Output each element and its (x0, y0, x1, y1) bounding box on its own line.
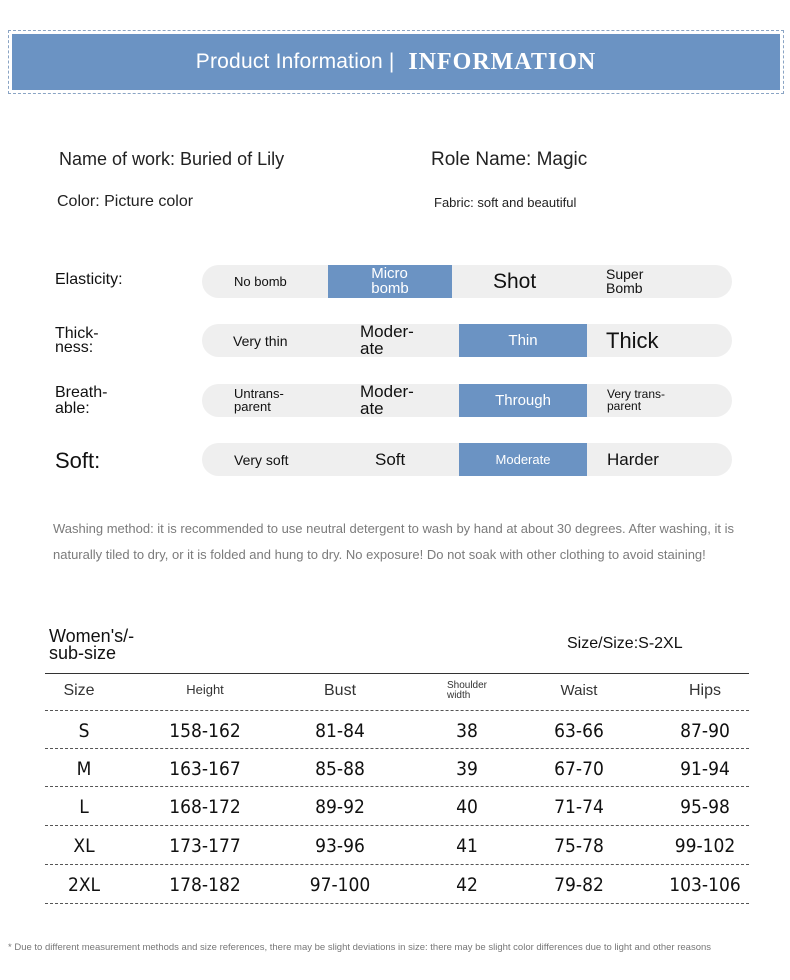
property-option (493, 265, 613, 298)
property-scale-track (202, 265, 732, 298)
fabric-info: Fabric: soft and beautiful (434, 195, 577, 210)
table-divider (45, 748, 749, 749)
footnote: * Due to different measurement methods and size references, there may be slight deviations in size: there may be slight color differences due to light and other reasons (8, 942, 712, 953)
table-cell: 93-96 (315, 835, 365, 857)
property-option-text: parent (607, 398, 642, 413)
table-cell: 99-102 (674, 835, 736, 857)
property-option (233, 324, 333, 357)
property-option-text: Through (495, 392, 551, 409)
table-cell: 42 (456, 874, 478, 896)
table-cell: L (79, 796, 89, 818)
property-option-text: Moderate (495, 452, 551, 467)
property-option-text: parent (234, 398, 271, 414)
property-option-text: Harder (607, 450, 659, 469)
table-cell: 178-182 (169, 874, 241, 896)
property-option (234, 384, 334, 417)
property-option-text: Thin (508, 332, 538, 349)
property-option-selected (459, 324, 587, 357)
table-cell: 75-78 (554, 835, 604, 857)
property-option-text: Soft (375, 450, 406, 469)
table-cell: 103-106 (669, 874, 741, 896)
property-option (606, 265, 726, 298)
property-option-text: Very thin (233, 332, 288, 349)
role-name: Role Name: Magic (431, 149, 588, 170)
table-header-text: Bust (323, 682, 357, 699)
table-header-text: Hips (688, 682, 722, 699)
table-cell: 97-100 (309, 874, 371, 896)
table-cell: 95-98 (680, 796, 730, 818)
table-cell: S (78, 720, 90, 742)
table-divider (45, 786, 749, 787)
size-table-title-line-1: Women's/- (49, 626, 135, 646)
property-option-text: bomb (371, 279, 409, 297)
property-option-text: Moder- (360, 382, 414, 402)
table-cell: 87-90 (680, 720, 730, 742)
table-cell: 38 (456, 720, 478, 742)
property-label: able: (55, 400, 90, 417)
table-cell: 158-162 (169, 720, 241, 742)
property-option (607, 443, 727, 476)
property-option (360, 324, 470, 357)
table-header-cell (324, 683, 356, 699)
table-cell: 89-92 (315, 796, 365, 818)
table-header-cell (561, 683, 598, 698)
table-header-text: Size (63, 682, 95, 699)
property-option (606, 324, 726, 357)
property-label: Soft: (55, 448, 101, 473)
table-header-text: Shoulder (446, 680, 488, 691)
size-table-title-line-2: sub-size (49, 643, 117, 663)
table-cell: 71-74 (554, 796, 604, 818)
property-option (234, 265, 334, 298)
table-cell: 79-82 (554, 874, 604, 896)
table-cell: 2XL (67, 874, 101, 896)
table-header-cell (186, 683, 224, 696)
property-option-text: ate (360, 338, 384, 358)
table-cell: 40 (456, 796, 478, 818)
table-divider (45, 710, 749, 711)
table-cell: 163-167 (169, 758, 241, 780)
property-scale-track (202, 324, 732, 357)
washing-instructions (53, 516, 753, 568)
property-option-text: Super (606, 266, 644, 283)
property-option-text: ate (360, 398, 384, 418)
property-option (360, 384, 470, 417)
table-cell: 85-88 (315, 758, 365, 780)
table-header-cell (447, 681, 487, 701)
table-divider (45, 864, 749, 865)
property-option-text: Very trans- (607, 387, 666, 402)
table-cell: 173-177 (169, 835, 241, 857)
name-of-work: Name of work: Buried of Lily (59, 149, 285, 169)
property-label: Breath- (55, 384, 108, 401)
property-option (234, 443, 334, 476)
table-cell: 41 (456, 835, 478, 857)
size-range: Size/Size:S-2XL (567, 635, 683, 652)
property-label: Elasticity: (55, 271, 123, 288)
property-option-selected (459, 443, 587, 476)
table-cell: 91-94 (680, 758, 730, 780)
banner-separator: | (388, 50, 395, 73)
property-scale-track (202, 443, 732, 476)
table-cell: 63-66 (554, 720, 604, 742)
washing-line-1: Washing method: it is recommended to use neutral detergent to wash by hand at about 30 degrees. After washing, it is (53, 521, 734, 536)
property-option-text: Micro (371, 265, 408, 283)
property-option-text: Moder- (360, 322, 414, 342)
banner-title: Product Information (195, 50, 383, 73)
table-cell: 67-70 (554, 758, 604, 780)
table-header-cell (689, 683, 721, 699)
table-header-cell (63, 683, 94, 699)
table-divider (45, 903, 749, 904)
table-cell: XL (73, 835, 95, 857)
header-banner-fill (12, 34, 780, 90)
table-cell: 81-84 (315, 720, 365, 742)
table-cell: M (76, 758, 92, 780)
property-option-text: Bomb (606, 279, 643, 296)
table-top-rule (45, 673, 749, 674)
size-table-title (49, 628, 134, 662)
property-label: ness: (55, 339, 94, 356)
property-option-text: Very soft (234, 451, 289, 468)
property-option-text: Shot (493, 270, 537, 293)
table-divider (45, 825, 749, 826)
table-header-text: Height (186, 682, 224, 697)
property-scale-track (202, 384, 732, 417)
property-option (607, 384, 727, 417)
property-label: Thick- (55, 325, 99, 342)
property-option-selected (328, 265, 452, 298)
banner-subtitle: INFORMATION (408, 48, 597, 75)
table-cell: 168-172 (169, 796, 241, 818)
property-option-text: Thick (606, 327, 659, 353)
property-option-selected (459, 384, 587, 417)
property-option (375, 443, 465, 476)
header-banner (8, 30, 784, 94)
property-option-text: No bomb (234, 274, 287, 289)
table-header-text: width (446, 690, 471, 701)
washing-line-2: naturally tiled to dry, or it is folded and hung to dry. No exposure! Do not soak with other clothing to avoid staining! (53, 547, 706, 562)
color-info: Color: Picture color (57, 193, 194, 210)
table-header-text: Waist (560, 682, 598, 699)
property-option-text: Untrans- (234, 386, 284, 402)
table-cell: 39 (456, 758, 478, 780)
